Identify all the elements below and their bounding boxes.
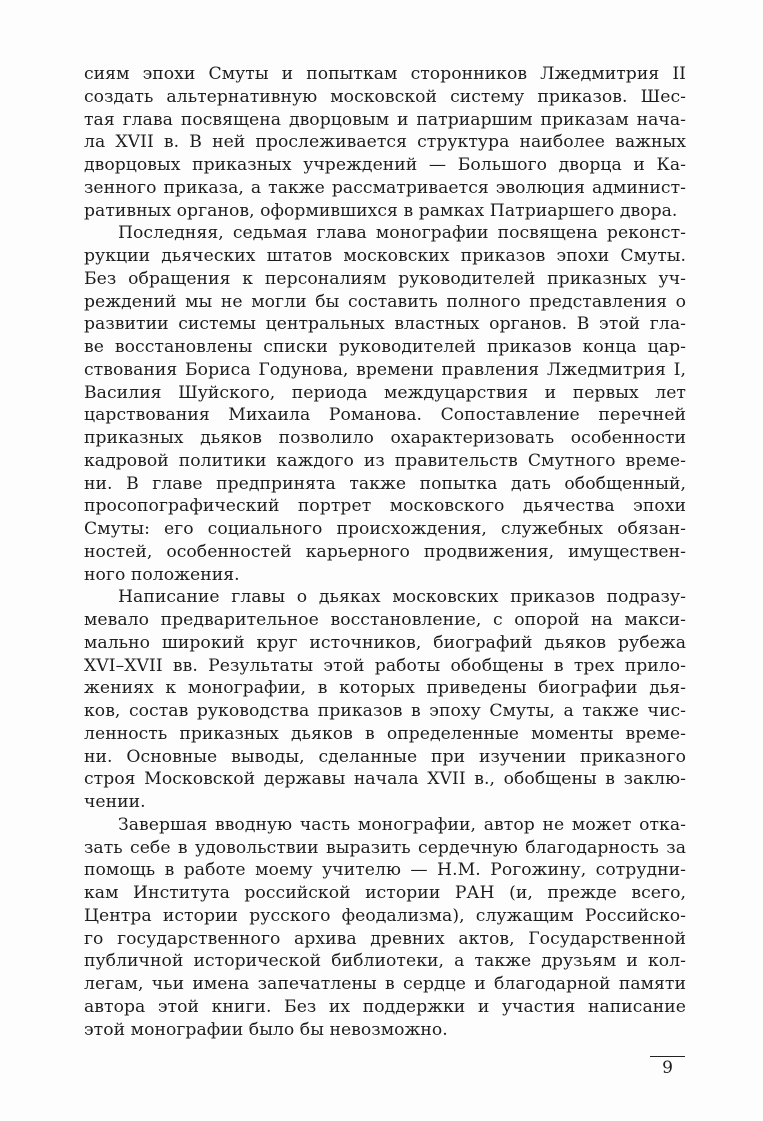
text-line: Завершая вводную часть монографии, автор не может отка- <box>118 814 686 835</box>
text-line: сиям эпохи Смуты и попыткам сторонников Лжедмитрия II <box>84 64 686 84</box>
text-line: этой монографии было бы невозможно. <box>84 1019 448 1040</box>
text-line: просопографический портрет московского дьячества эпохи <box>84 496 686 517</box>
paragraph <box>84 222 686 586</box>
text-line: развитии системы центральных властных органов. В этой гла- <box>84 314 686 335</box>
text-line: реждений мы не могли бы составить полного представления о <box>84 291 686 312</box>
text-line: ков, состав руководства приказов в эпоху Смуты, а также чис- <box>84 701 686 721</box>
text-line: Без обращения к персоналиям руководителей приказных уч- <box>84 268 686 289</box>
text-line: Центра истории русского феодализма), служащим Российско- <box>84 905 686 926</box>
page-number: 9 <box>662 1058 673 1078</box>
text-line: мально широкий круг источников, биографий дьяков рубежа <box>84 632 686 653</box>
text-line: ве восстановлены списки руководителей приказов конца цар- <box>84 337 686 357</box>
paragraph <box>84 814 686 1042</box>
text-line: дворцовых приказных учреждений — Большого дворца и Ка- <box>84 155 686 175</box>
text-line: тая глава посвящена дворцовым и патриаршим приказам нача- <box>84 109 686 130</box>
text-line: Последняя, седьмая глава монографии посвящена реконст- <box>118 223 686 244</box>
text-line: зенного приказа, а также рассматривается эволюция админист- <box>84 177 686 198</box>
page-number-rule <box>650 1056 685 1057</box>
text-line: ративных органов, оформившихся в рамках Патриаршего двора. <box>84 200 678 221</box>
text-line: строя Московской державы начала XVII в., обобщены в заклю- <box>84 769 686 790</box>
text-line: мевало предварительное восстановление, с опорой на макси- <box>84 610 686 630</box>
text-line: ленность приказных дьяков в определенные моменты време- <box>84 723 686 744</box>
paragraph <box>84 586 686 814</box>
text-line: ла XVII в. В ней прослеживается структура наиболее важных <box>84 132 686 153</box>
text-line: создать альтернативную московской систему приказов. Шес- <box>84 86 686 107</box>
text-line: Василия Шуйского, периода междуцарствия и первых лет <box>84 382 686 403</box>
text-line: ствования Бориса Годунова, времени правления Лжедмитрия I, <box>84 359 686 380</box>
text-line: автора этой книги. Без их поддержки и участия написание <box>84 996 686 1017</box>
text-line: го государственного архива древних актов, Государственной <box>84 928 686 949</box>
text-line: ностей, особенностей карьерного продвижения, имуществен- <box>84 541 686 562</box>
body-text <box>84 63 686 1041</box>
text-line: ни. Основные выводы, сделанные при изучении приказного <box>84 746 686 767</box>
text-line: Написание главы о дьяках московских приказов подразу- <box>118 587 686 608</box>
text-line: кадровой политики каждого из правительств Смутного време- <box>84 450 686 471</box>
text-line: помощь в работе моему учителю — Н.М. Рогожину, сотрудни- <box>84 860 686 881</box>
paragraph <box>84 63 686 222</box>
text-line: публичной исторической библиотеки, а также друзьям и кол- <box>84 951 686 972</box>
text-line: ни. В главе предпринята также попытка дать обобщенный, <box>84 473 686 494</box>
text-line: зать себе в удовольствии выразить сердечную благодарность за <box>84 837 686 858</box>
text-line: царствования Михаила Романова. Сопоставление перечней <box>84 405 686 426</box>
text-line: рукции дьяческих штатов московских приказов эпохи Смуты. <box>84 246 686 266</box>
text-line: кам Института российской истории РАН (и, прежде всего, <box>84 883 686 903</box>
text-line: легам, чьи имена запечатлены в сердце и благодарной памяти <box>84 974 686 994</box>
text-line: чении. <box>84 792 146 812</box>
text-line: XVI–XVII вв. Результаты этой работы обобщены в трех прило- <box>84 655 686 676</box>
text-line: Смуты: его социального происхождения, служебных обязан- <box>84 519 686 539</box>
text-line: ного положения. <box>84 564 240 585</box>
text-line: жениях к монографии, в которых приведены биографии дья- <box>84 678 686 699</box>
text-line: приказных дьяков позволило охарактеризовать особенности <box>84 428 686 448</box>
